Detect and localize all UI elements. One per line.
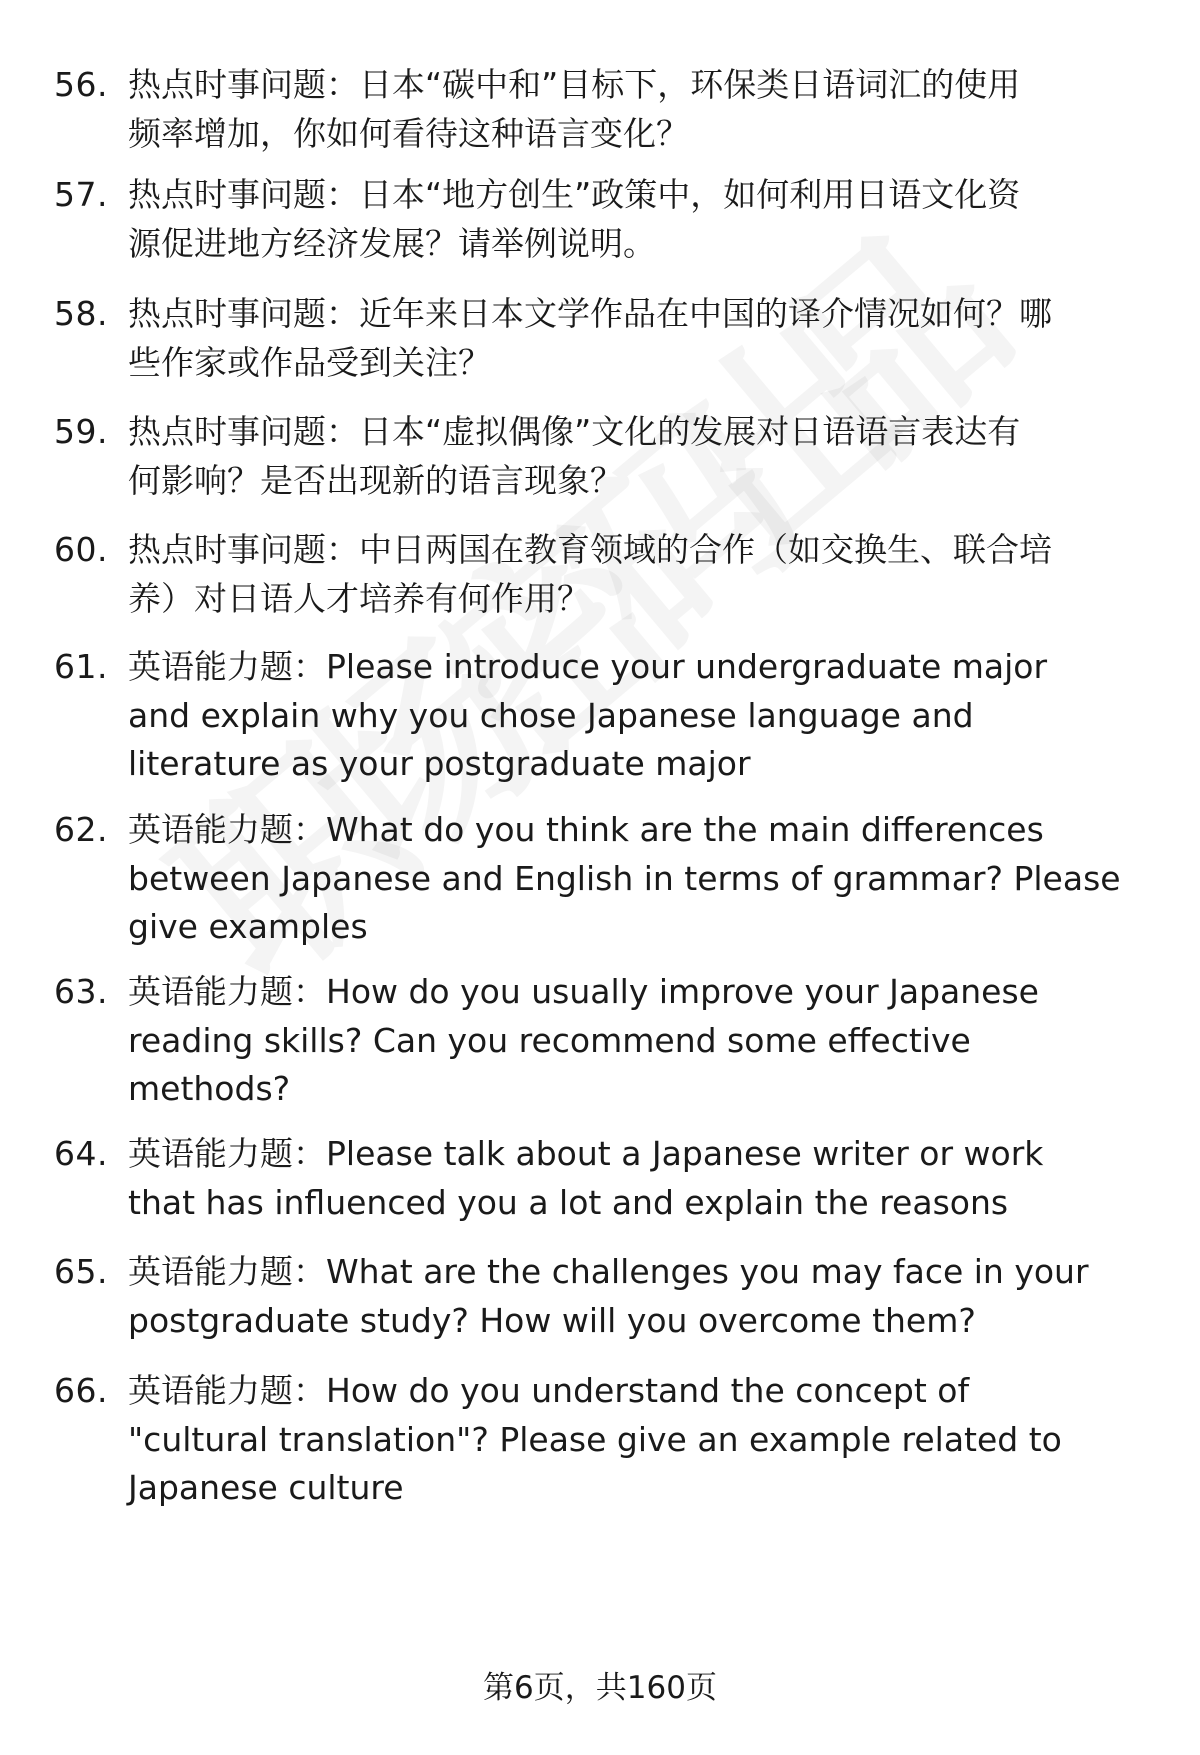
question-line: 热点时事问题：近年来日本文学作品在中国的译介情况如何？哪 xyxy=(128,294,1052,333)
question-number: 62. xyxy=(54,810,108,849)
question-text xyxy=(128,408,1164,505)
question-line: between Japanese and English in terms of grammar? Please xyxy=(128,858,1121,898)
question-line: reading skills? Can you recommend some effective xyxy=(128,1020,971,1060)
question-line: 英语能力题：Please talk about a Japanese writer or work xyxy=(128,1134,1044,1173)
question-text xyxy=(128,61,1164,158)
question-line: 英语能力题：How do you usually improve your Japanese xyxy=(128,972,1039,1011)
question-item xyxy=(54,643,1164,789)
question-line: literature as your postgraduate major xyxy=(128,744,751,783)
question-line: 何影响？是否出现新的语言现象？ xyxy=(128,460,623,500)
question-line: 热点时事问题：日本“碳中和”目标下，环保类日语词汇的使用 xyxy=(128,65,1021,104)
question-line: 源促进地方经济发展？请举例说明。 xyxy=(128,223,656,263)
question-item xyxy=(54,526,1164,623)
question-line: postgraduate study? How will you overcome them? xyxy=(128,1300,976,1340)
question-item xyxy=(54,290,1164,387)
question-line: methods? xyxy=(128,1069,291,1108)
question-text xyxy=(128,290,1164,387)
question-item xyxy=(54,408,1164,505)
question-text xyxy=(128,643,1164,789)
page-number: 第6页，共160页 xyxy=(483,1670,717,1706)
question-line: 些作家或作品受到关注？ xyxy=(128,342,491,382)
question-text xyxy=(128,1248,1164,1345)
question-number: 64. xyxy=(54,1134,108,1173)
question-line: "cultural translation"? Please give an example related to xyxy=(128,1419,1062,1459)
question-item xyxy=(54,171,1164,268)
question-line: 英语能力题：Please introduce your undergraduate major xyxy=(128,647,1048,686)
question-number: 63. xyxy=(54,972,108,1011)
question-number: 61. xyxy=(54,647,108,686)
question-item xyxy=(54,1367,1164,1513)
question-item xyxy=(54,806,1164,952)
question-line: 英语能力题：What are the challenges you may face in your xyxy=(128,1252,1089,1291)
question-number: 66. xyxy=(54,1371,108,1410)
question-line: that has influenced you a lot and explain the reasons xyxy=(128,1182,1009,1222)
question-line: and explain why you chose Japanese language and xyxy=(128,695,974,735)
question-line: give examples xyxy=(128,907,368,946)
question-item xyxy=(54,968,1164,1114)
question-number: 59. xyxy=(54,412,108,451)
question-item xyxy=(54,61,1164,158)
question-line: Japanese culture xyxy=(128,1468,404,1507)
question-number: 57. xyxy=(54,175,108,214)
question-text xyxy=(128,1130,1164,1227)
question-number: 65. xyxy=(54,1252,108,1291)
question-number: 58. xyxy=(54,294,108,333)
question-text xyxy=(128,171,1164,268)
question-line: 热点时事问题：中日两国在教育领域的合作（如交换生、联合培 xyxy=(128,530,1052,569)
question-line: 英语能力题：How do you understand the concept of xyxy=(128,1371,970,1410)
question-number: 60. xyxy=(54,530,108,569)
question-line: 热点时事问题：日本“虚拟偶像”文化的发展对日语语言表达有 xyxy=(128,412,1021,451)
question-item xyxy=(54,1130,1164,1227)
question-number: 56. xyxy=(54,65,108,104)
question-text xyxy=(128,526,1164,623)
question-line: 养）对日语人才培养有何作用？ xyxy=(128,578,590,618)
question-text xyxy=(128,1367,1164,1513)
question-text xyxy=(128,806,1164,952)
question-text xyxy=(128,968,1164,1114)
question-line: 热点时事问题：日本“地方创生”政策中，如何利用日语文化资 xyxy=(128,175,1021,214)
question-item xyxy=(54,1248,1164,1345)
question-line: 频率增加，你如何看待这种语言变化？ xyxy=(128,113,689,153)
question-line: 英语能力题：What do you think are the main differences xyxy=(128,810,1044,849)
